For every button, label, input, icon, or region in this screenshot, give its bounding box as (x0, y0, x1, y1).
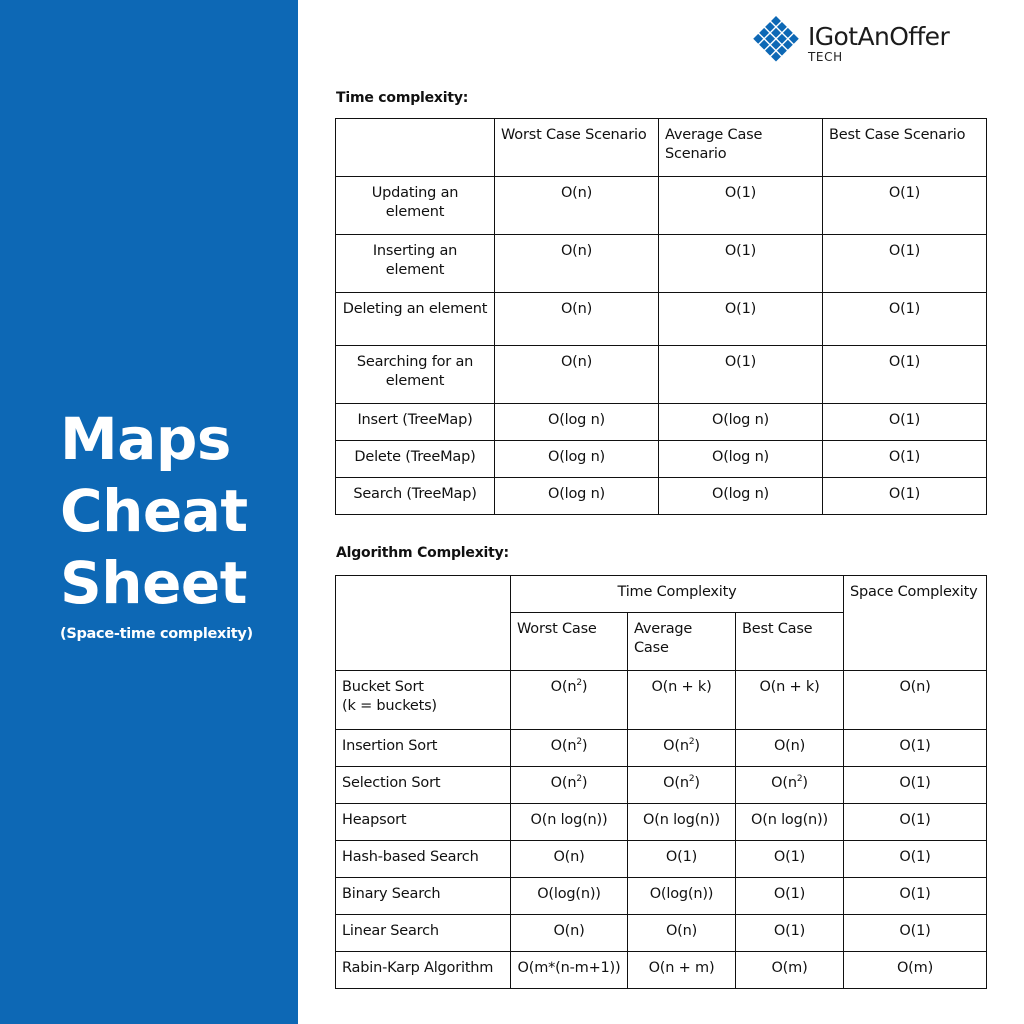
table-header-row (336, 119, 987, 177)
value-cell: $O(n^2)$ (511, 767, 628, 804)
row-label-cell: Binary Search (336, 878, 511, 915)
table-row (336, 804, 987, 841)
page-subtitle: (Space-time complexity) (60, 626, 253, 642)
value-cell: O(n) (844, 671, 987, 730)
value-cell: $O(n^2)$ (628, 767, 736, 804)
value-cell: O(n) (495, 235, 659, 293)
table-group-header-row (336, 576, 987, 613)
value-cell: O(n log(n)) (736, 804, 844, 841)
value-cell: $O(n^2)$ (511, 730, 628, 767)
row-label-cell: Linear Search (336, 915, 511, 952)
value-cell: O(1) (659, 346, 823, 404)
value-cell: O(1) (823, 404, 987, 441)
row-label-cell: Delete (TreeMap) (336, 441, 495, 478)
value-cell: O(n + k) (628, 671, 736, 730)
table-row (336, 767, 987, 804)
table-row (336, 841, 987, 878)
value-cell: O(log n) (495, 404, 659, 441)
table-row (336, 478, 987, 515)
table-row (336, 952, 987, 989)
value-cell: O(m) (736, 952, 844, 989)
value-cell: O(log n) (659, 441, 823, 478)
row-label-cell: Search (TreeMap) (336, 478, 495, 515)
header-cell-best: Best Case (736, 613, 844, 671)
logo-diamond-icon (752, 16, 800, 64)
value-cell: O(1) (844, 878, 987, 915)
value-cell: O(1) (844, 804, 987, 841)
table-row (336, 441, 987, 478)
table-row (336, 404, 987, 441)
header-cell-worst: Worst Case (511, 613, 628, 671)
logo-subtext: TECH (808, 50, 843, 64)
time-complexity-heading: Time complexity: (336, 90, 469, 106)
algorithm-complexity-table (335, 575, 987, 989)
value-cell: O(log n) (495, 441, 659, 478)
value-cell: O(1) (659, 177, 823, 235)
row-label-cell: Bucket Sort (k = buckets) (336, 671, 511, 730)
value-cell: O(log n) (659, 404, 823, 441)
value-cell: O(n) (511, 915, 628, 952)
header-cell-worst: Worst Case Scenario (495, 119, 659, 177)
time-complexity-table (335, 118, 987, 515)
row-label-cell: Deleting an element (336, 293, 495, 346)
value-cell: O(1) (659, 235, 823, 293)
title-line: Cheat (60, 477, 248, 545)
row-label-cell: Selection Sort (336, 767, 511, 804)
row-label-cell: Insert (TreeMap) (336, 404, 495, 441)
header-cell-time-complexity: Time Complexity (511, 576, 844, 613)
value-cell: O(log(n)) (628, 878, 736, 915)
algorithm-complexity-heading: Algorithm Complexity: (336, 545, 509, 561)
value-cell: $O(n^2)$ (628, 730, 736, 767)
table-row (336, 293, 987, 346)
value-cell: O(1) (823, 478, 987, 515)
row-label-cell: Rabin-Karp Algorithm (336, 952, 511, 989)
header-cell-best: Best Case Scenario (823, 119, 987, 177)
sidebar-panel (0, 0, 298, 1024)
value-cell: O(log n) (659, 478, 823, 515)
value-cell: O(1) (736, 878, 844, 915)
title-line: Maps (60, 405, 231, 473)
table-row (336, 235, 987, 293)
value-cell: O(1) (823, 177, 987, 235)
value-cell: O(n) (495, 177, 659, 235)
value-cell: O(1) (844, 730, 987, 767)
value-cell: O(n + m) (628, 952, 736, 989)
row-label-cell: Hash-based Search (336, 841, 511, 878)
table-row (336, 915, 987, 952)
value-cell: O(log(n)) (511, 878, 628, 915)
row-label-cell: Updating an element (336, 177, 495, 235)
row-label-cell: Searching for an element (336, 346, 495, 404)
row-label-cell: Heapsort (336, 804, 511, 841)
value-cell: O(1) (823, 293, 987, 346)
header-cell-empty (336, 576, 511, 671)
value-cell: O(1) (823, 235, 987, 293)
value-cell: O(1) (844, 841, 987, 878)
value-cell: O(n) (736, 730, 844, 767)
value-cell: O(1) (844, 915, 987, 952)
row-label-cell: Insertion Sort (336, 730, 511, 767)
table-row (336, 177, 987, 235)
value-cell: O(n log(n)) (628, 804, 736, 841)
value-cell: O(n) (495, 346, 659, 404)
value-cell: O(m) (844, 952, 987, 989)
value-cell: O(n) (511, 841, 628, 878)
table-row (336, 730, 987, 767)
value-cell: O(1) (844, 767, 987, 804)
value-cell: O(m*(n-m+1)) (511, 952, 628, 989)
value-cell: O(1) (628, 841, 736, 878)
header-cell-average: Average Case (628, 613, 736, 671)
table-row (336, 346, 987, 404)
value-cell: O(n) (628, 915, 736, 952)
row-label-cell: Inserting an element (336, 235, 495, 293)
logo-wordmark: IGotAnOffer (808, 22, 950, 51)
value-cell: O(log n) (495, 478, 659, 515)
value-cell: $O(n^2)$ (511, 671, 628, 730)
value-cell: O(n) (495, 293, 659, 346)
table-row (336, 671, 987, 730)
value-cell: O(n + k) (736, 671, 844, 730)
header-cell-average: Average Case Scenario (659, 119, 823, 177)
value-cell: O(1) (736, 841, 844, 878)
value-cell: O(n log(n)) (511, 804, 628, 841)
value-cell: $O(n^2)$ (736, 767, 844, 804)
value-cell: O(1) (659, 293, 823, 346)
page-title (60, 403, 248, 619)
table-row (336, 878, 987, 915)
header-cell-empty (336, 119, 495, 177)
value-cell: O(1) (823, 441, 987, 478)
value-cell: O(1) (736, 915, 844, 952)
value-cell: O(1) (823, 346, 987, 404)
header-cell-space-complexity: Space Complexity (844, 576, 987, 671)
title-line: Sheet (60, 549, 247, 617)
